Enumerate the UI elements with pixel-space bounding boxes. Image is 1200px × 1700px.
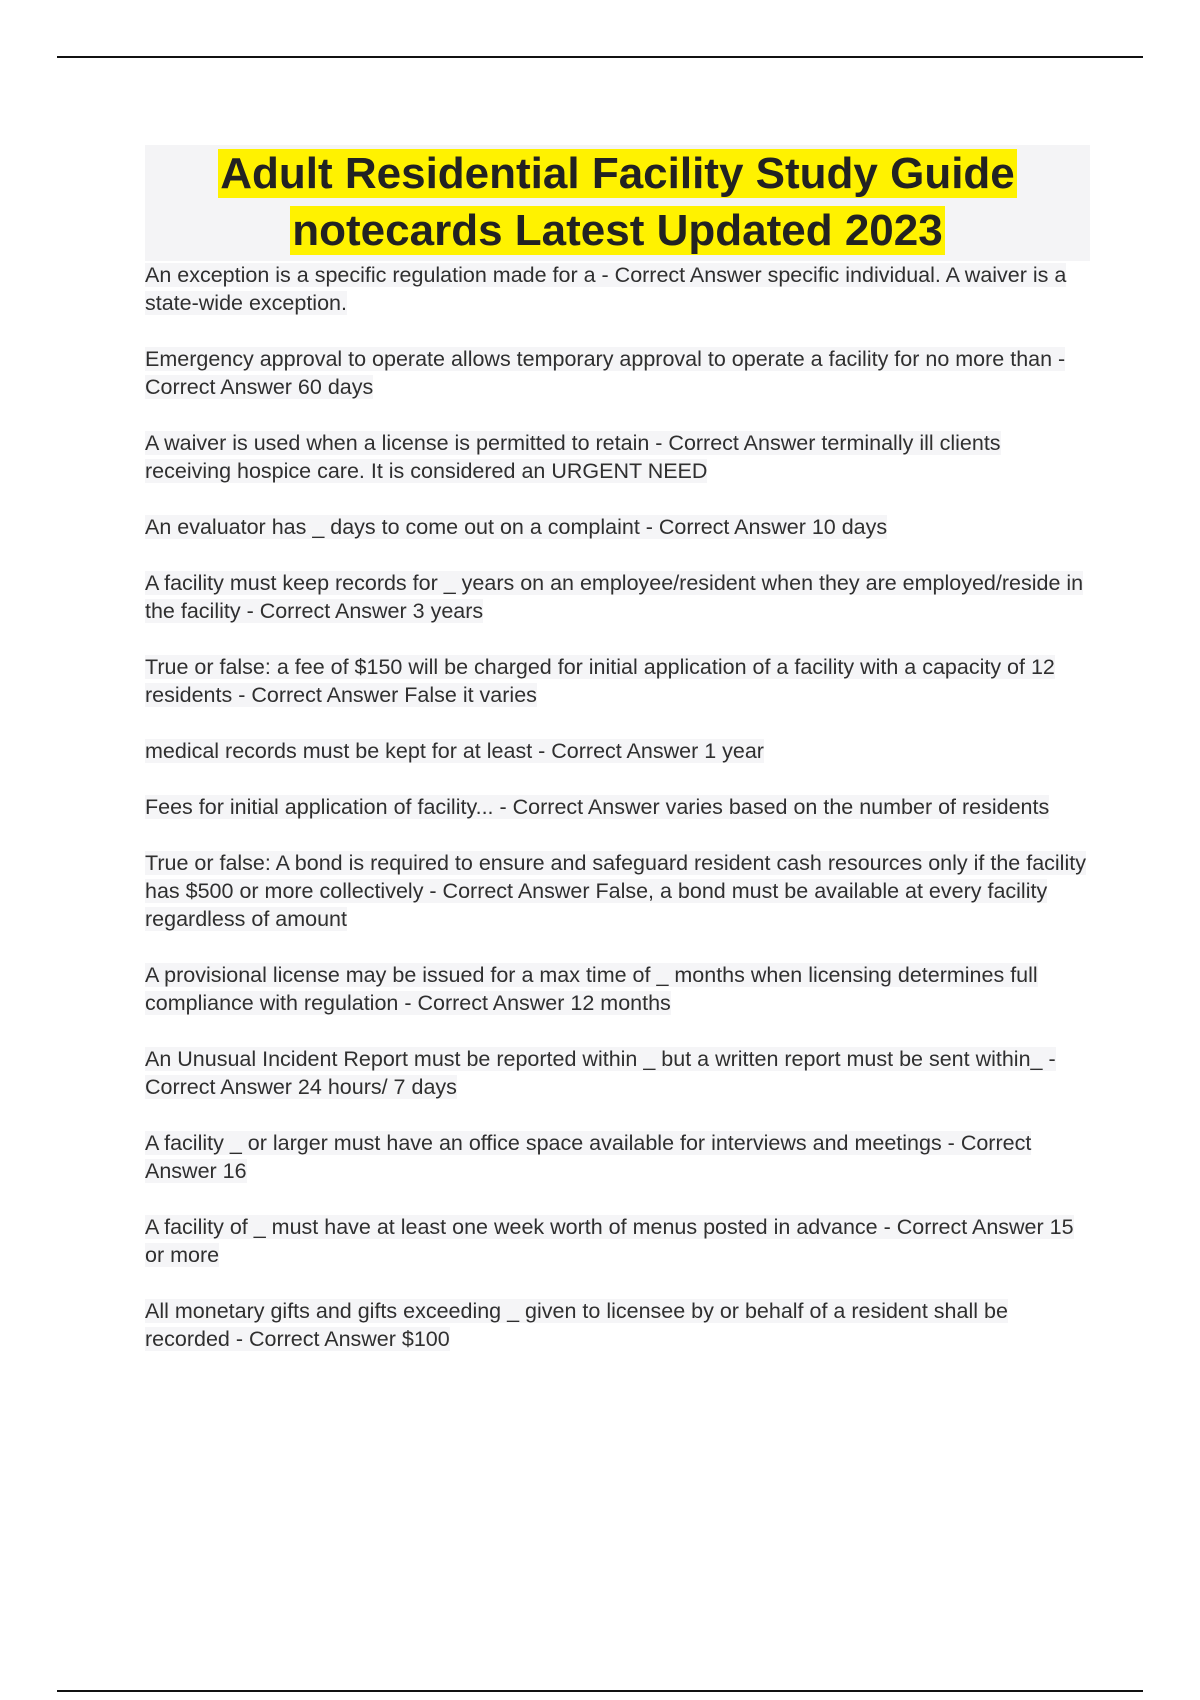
notecard: [145, 261, 1090, 317]
notecard: [145, 345, 1090, 401]
notecard-text: An Unusual Incident Report must be reported within _ but a written report must be sent within_ - Correct Answer 24 hours/ 7 days: [145, 1047, 1056, 1099]
notecard-text: A provisional license may be issued for a max time of _ months when licensing determines full compliance with regulation - Correct Answer 12 months: [145, 963, 1038, 1015]
notecard: [145, 513, 1090, 541]
notecard-text: An evaluator has _ days to come out on a complaint - Correct Answer 10 days: [145, 515, 888, 539]
page-title: [153, 145, 1082, 259]
notecard: [145, 569, 1090, 625]
notecard-text: True or false: a fee of $150 will be charged for initial application of a facility with a capacity of 12 residents - Correct Answer False it varies: [145, 655, 1055, 707]
notecard-list: [145, 261, 1090, 1353]
notecard: [145, 849, 1090, 933]
notecard: [145, 961, 1090, 1017]
notecard: [145, 793, 1090, 821]
notecard: [145, 429, 1090, 485]
header-rule: [57, 56, 1143, 58]
notecard-text: A waiver is used when a license is permitted to retain - Correct Answer terminally ill clients receiving hospice care. It is considered an URGENT NEED: [145, 431, 1001, 483]
notecard: [145, 653, 1090, 709]
footer-rule: [57, 1690, 1143, 1692]
notecard-text: True or false: A bond is required to ensure and safeguard resident cash resources only if the facility has $500 or more collectively - Correct Answer False, a bond must be available at every facility regardless of amount: [145, 851, 1086, 931]
notecard-text: An exception is a specific regulation made for a - Correct Answer specific individual. A waiver is a state-wide exception.: [145, 263, 1067, 315]
notecard-text: All monetary gifts and gifts exceeding _ given to licensee by or behalf of a resident shall be recorded - Correct Answer $100: [145, 1299, 1008, 1351]
notecard: [145, 1129, 1090, 1185]
notecard: [145, 737, 1090, 765]
notecard-text: A facility must keep records for _ years on an employee/resident when they are employed/reside in the facility - Correct Answer 3 years: [145, 571, 1084, 623]
page-title-text: Adult Residential Facility Study Guide notecards Latest Updated 2023: [220, 149, 1015, 255]
notecard-text: Emergency approval to operate allows temporary approval to operate a facility for no more than - Correct Answer 60 days: [145, 347, 1066, 399]
notecard-text: medical records must be kept for at least - Correct Answer 1 year: [145, 739, 764, 763]
document-body: [145, 145, 1090, 1381]
notecard-text: A facility _ or larger must have an office space available for interviews and meetings - Correct Answer 16: [145, 1131, 1032, 1183]
title-block: [145, 145, 1090, 261]
notecard-text: A facility of _ must have at least one week worth of menus posted in advance - Correct Answer 15 or more: [145, 1215, 1074, 1267]
notecard: [145, 1045, 1090, 1101]
notecard-text: Fees for initial application of facility... - Correct Answer varies based on the number of residents: [145, 795, 1050, 819]
notecard: [145, 1297, 1090, 1353]
notecard: [145, 1213, 1090, 1269]
